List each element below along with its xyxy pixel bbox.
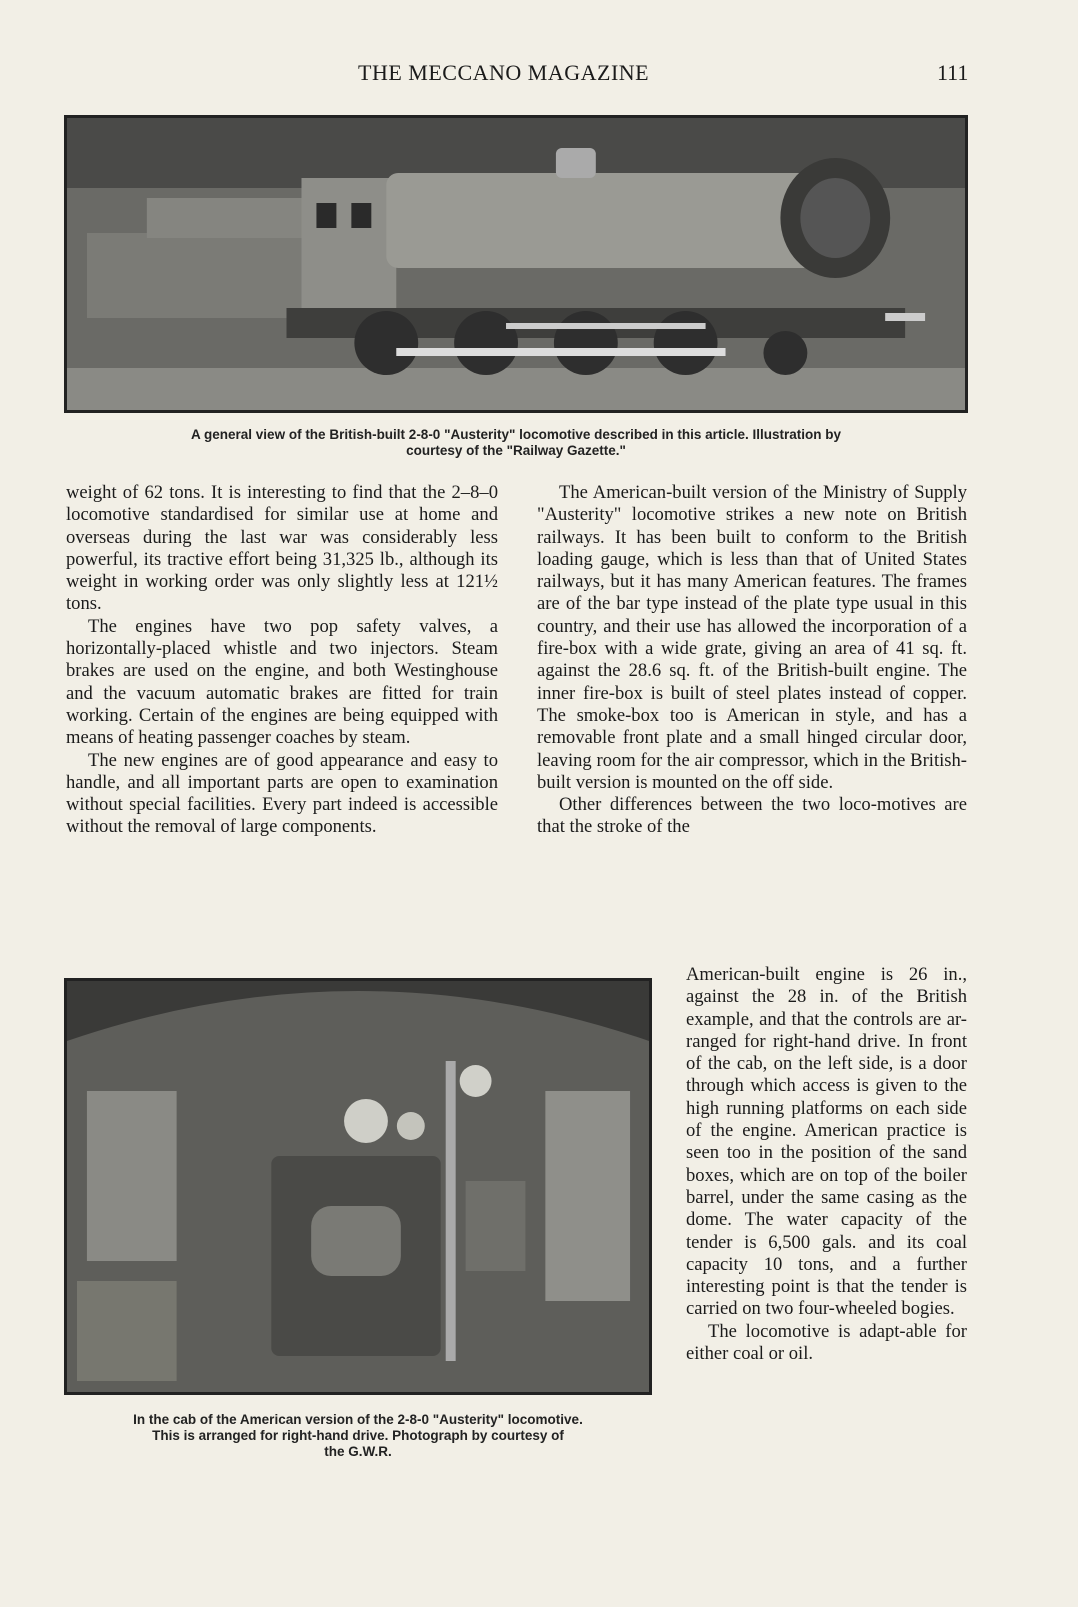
caption-line: A general view of the British-built 2-8-0 "Austerity" locomotive described in this article. Illustration by xyxy=(191,427,841,442)
cab-interior-photo xyxy=(64,978,652,1395)
magazine-title: THE MECCANO MAGAZINE xyxy=(358,60,650,85)
paragraph: Other differences between the two loco-motives are that the stroke of the xyxy=(537,794,967,838)
paragraph: The new engines are of good appearance and easy to handle, and all important parts are open to examination without special facilities. Every part indeed is accessible without the removal of large components. xyxy=(66,749,498,838)
left-column xyxy=(66,482,498,839)
paragraph: The engines have two pop safety valves, a horizontally-placed whistle and two injectors. Steam brakes are used on the engine, and both Westinghouse and the vacuum automatic brakes are fitted for train working. Certain of the engines are being equipped with means of heating passenger coaches by steam. xyxy=(66,615,498,749)
page-header xyxy=(0,60,1078,90)
paragraph: The locomotive is adapt-able for either coal or oil. xyxy=(686,1320,967,1365)
caption-line: In the cab of the American version of the 2-8-0 "Austerity" locomotive. xyxy=(133,1412,583,1427)
bottom-figure-caption xyxy=(64,1412,652,1460)
right-column-upper xyxy=(537,482,967,839)
caption-line: courtesy of the "Railway Gazette." xyxy=(406,443,626,458)
paragraph: American-built engine is 26 in., against the 28 in. of the British example, and that the controls are ar-ranged for right-hand drive. In front of the cab, on the left side, is a door through which access is given to the high running platforms on each side of the engine. American practice is seen too in the position of the sand boxes, which are on top of the boiler barrel, under the same casing as the dome. The water capacity of the tender is 6,500 gals. and its coal capacity 10 tons, and a further interesting point is that the tender is carried on two four-wheeled bogies. xyxy=(686,964,967,1320)
paragraph: weight of 62 tons. It is interesting to find that the 2–8–0 locomotive standardised for similar use at home and overseas during the last war was considerably less powerful, its tractive effort being 31,325 lb., although its weight in working order was only slightly less at 121½ tons. xyxy=(66,482,498,615)
locomotive-photo xyxy=(64,115,968,413)
caption-line: the G.W.R. xyxy=(324,1444,392,1459)
page-number: 111 xyxy=(937,60,969,85)
caption-line: This is arranged for right-hand drive. Photograph by courtesy of xyxy=(152,1428,564,1443)
right-column-lower xyxy=(686,964,967,1365)
top-figure-caption xyxy=(64,427,968,459)
paragraph: The American-built version of the Ministry of Supply "Austerity" locomotive strikes a new note on British railways. It has been built to conform to the British loading gauge, which is less than that of United States railways, but it has many American features. The frames are of the bar type instead of the plate type usual in this country, and their use has allowed the incorporation of a fire-box with a wide grate, giving an area of 41 sq. ft. against the 28.6 sq. ft. of the British-built engine. The inner fire-box is built of steel plates instead of copper. The smoke-box too is American in style, and has a removable front plate and a small hinged circular door, leaving room for the air compressor, which in the British-built version is mounted on the off side. xyxy=(537,482,967,793)
